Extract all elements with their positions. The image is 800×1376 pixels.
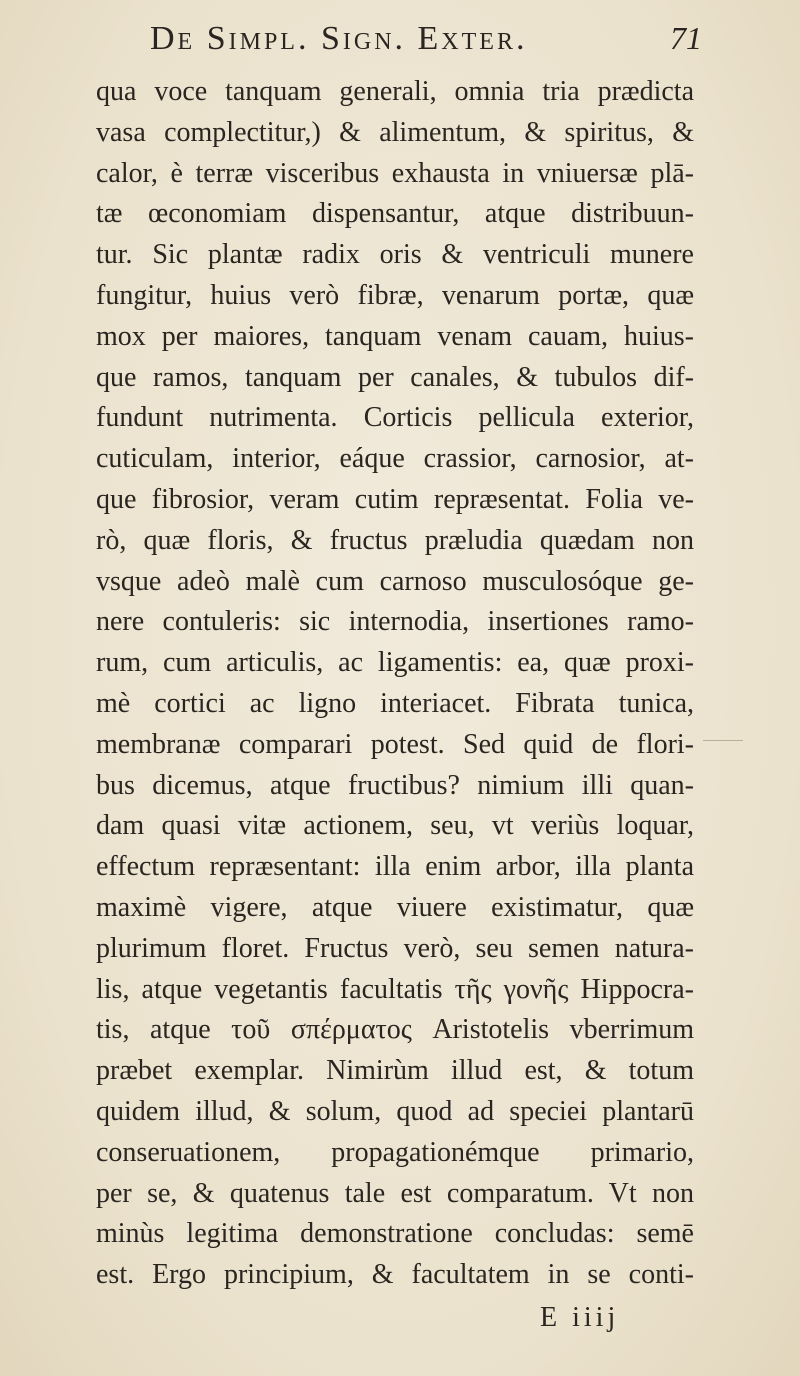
page-footer xyxy=(540,1302,680,1334)
signature-mark: E iiij xyxy=(540,1302,620,1333)
text-line: fungitur, huius verò fibræ, venarum portæ, quæ xyxy=(96,279,694,311)
text-line: maximè vigere, atque viuere existimatur, quæ xyxy=(96,891,694,923)
text-line: dam quasi vitæ actionem, seu, vt veriùs loquar, xyxy=(96,810,694,842)
text-line: fundunt nutrimenta. Corticis pellicula exterior, xyxy=(96,402,694,434)
text-line: conseruationem, propagationémque primario, xyxy=(96,1136,694,1168)
text-line: tæ œconomiam dispensantur, atque distribuun- xyxy=(96,198,694,230)
text-line: quidem illud, & solum, quod ad speciei plantarū xyxy=(96,1095,694,1127)
text-line: præbet exemplar. Nimirùm illud est, & totum xyxy=(96,1055,694,1087)
text-line: plurimum floret. Fructus verò, seu semen natura- xyxy=(96,932,694,964)
text-line: est. Ergo principium, & facultatem in se conti- xyxy=(96,1259,694,1291)
text-line: rò, quæ floris, & fructus præludia quædam non xyxy=(96,524,694,556)
text-line: que ramos, tanquam per canales, & tubulos dif- xyxy=(96,361,694,393)
text-line: bus dicemus, atque fructibus? nimium illi quan- xyxy=(96,769,694,801)
text-line: vsque adeò malè cum carnoso musculosóque ge- xyxy=(96,565,694,597)
text-line: mè cortici ac ligno interiacet. Fibrata tunica, xyxy=(96,687,694,719)
text-line: vasa complectitur,) & alimentum, & spiritus, & xyxy=(96,116,694,148)
text-line: cuticulam, interior, eáque crassior, carnosior, at- xyxy=(96,443,694,475)
text-line: qua voce tanquam generali, omnia tria prædicta xyxy=(96,76,694,107)
text-line: mox per maiores, tanquam venam cauam, huius- xyxy=(96,320,694,352)
text-line: que fibrosior, veram cutim repræsentat. Folia ve- xyxy=(96,483,694,515)
body-text xyxy=(96,72,694,1296)
text-line: effectum repræsentant: illa enim arbor, illa planta xyxy=(96,851,694,883)
text-line: per se, & quatenus tale est comparatum. Vt non xyxy=(96,1177,694,1209)
margin-mark xyxy=(703,740,743,741)
text-line: membranæ comparari potest. Sed quid de flori- xyxy=(96,728,694,760)
text-line: lis, atque vegetantis facultatis τῆς γονῆς Hippocra- xyxy=(96,973,694,1005)
text-line: nere contuleris: sic internodia, insertiones ramo- xyxy=(96,606,694,638)
page-number: 71 xyxy=(670,20,702,56)
text-line: rum, cum articulis, ac ligamentis: ea, quæ proxi- xyxy=(96,647,694,679)
text-line: tis, atque τοῦ σπέρματος Aristotelis vberrimum xyxy=(96,1014,694,1046)
text-line: calor, è terræ visceribus exhausta in vniuersæ plā- xyxy=(96,157,694,189)
text-line: minùs legitima demonstratione concludas: semē xyxy=(96,1218,694,1250)
running-title: De Simpl. Sign. Exter. xyxy=(150,20,528,57)
page-header xyxy=(150,18,710,58)
text-line: tur. Sic plantæ radix oris & ventriculi munere xyxy=(96,239,694,271)
